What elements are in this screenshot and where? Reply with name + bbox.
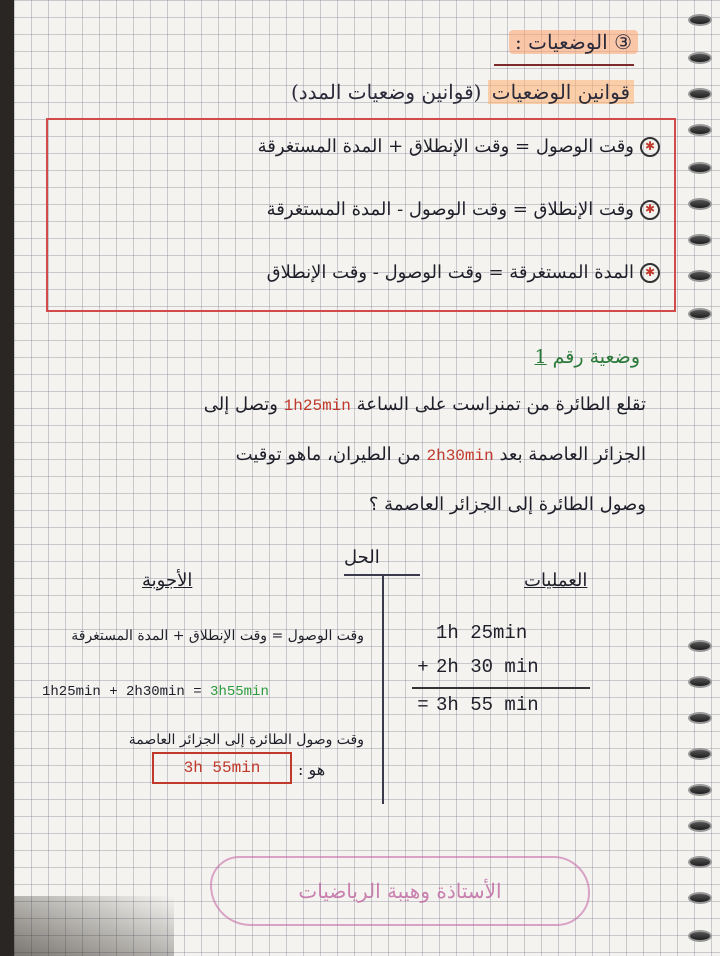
formula-3 [267,262,660,283]
problem-line-3 [369,494,646,515]
spiral-binding [674,0,720,956]
equals-sign: = [417,694,429,716]
spiral-ring [688,640,712,652]
spiral-ring [688,52,712,64]
operation-rule [412,687,590,689]
problem-text: من الطيران، ماهو توقيت [235,444,421,465]
departure-time: 1h25min [283,397,351,415]
star-bullet-icon: ✱ [640,200,660,220]
answer-calc-result: 3h55min [210,684,269,700]
problem-text: تقلع الطائرة من تمنراست على الساعة [356,394,646,415]
spiral-ring [688,712,712,724]
problem-line-2 [236,444,646,465]
spiral-ring [688,748,712,760]
answer-sentence: وقت وصول الطائرة إلى الجزائر العاصمة [128,732,364,748]
star-bullet-icon: ✱ [640,263,660,283]
plus-sign: + [417,656,429,678]
duration-time: 2h30min [426,447,494,465]
notebook-page [14,0,720,956]
problem-text: الجزائر العاصمة بعد [499,444,646,465]
spiral-ring [688,270,712,282]
answer-formula: وقت الوصول = وقت الإنطلاق + المدة المستغرقة [71,628,364,644]
formula-text: المدة المستغرقة = وقت الوصول - وقت الإنطلاق [266,262,634,283]
problem-question: وصول الطائرة إلى الجزائر العاصمة ؟ [368,494,646,515]
spiral-ring [688,784,712,796]
operation-result: 3h 55 min [436,694,539,716]
spiral-ring [688,14,712,26]
subtitle [291,80,634,104]
spiral-ring [688,198,712,210]
problem-line-1 [204,394,646,415]
star-bullet-icon: ✱ [640,137,660,157]
operation-row-1 [410,622,590,644]
spiral-ring [688,124,712,136]
final-label: هو : [298,760,326,779]
hand-shadow [14,896,174,956]
situation-title-word: وضعية رقم [552,346,640,368]
spiral-ring [688,234,712,246]
formula-text: وقت الإنطلاق = وقت الوصول - المدة المستغرقة [266,199,634,220]
operation-result-row [410,694,590,716]
answers-heading: الأجوبة [142,570,193,591]
spiral-ring [688,88,712,100]
spiral-ring [688,820,712,832]
title-underline [494,64,634,66]
situation-title [535,346,640,368]
spiral-ring [688,162,712,174]
final-answer-box: 3h 55min [152,752,292,784]
operand-1: 1h 25min [436,622,528,644]
answer-calc-expression: 1h25min + 2h30min = [42,684,202,700]
problem-text: وتصل إلى [203,394,278,415]
spiral-ring [688,676,712,688]
subtitle-main: قوانين الوضعيات [488,80,634,104]
section-number: ③ [614,30,632,54]
spiral-ring [688,856,712,868]
formula-2 [267,199,660,220]
answer-calculation [42,684,269,700]
spiral-ring [688,930,712,942]
section-title [509,30,638,54]
spiral-ring [688,308,712,320]
operation-row-2 [410,656,590,678]
solution-divider-vertical [382,574,384,804]
operations-heading: العمليات [524,570,588,591]
solution-label: الحل [344,547,380,568]
subtitle-paren: (قوانين وضعيات المدد) [290,80,482,104]
author-signature: الأستاذة وهيبة الرياضيات [210,856,590,926]
section-title-text: الوضعيات : [515,30,608,54]
operand-2: 2h 30 min [436,656,539,678]
spiral-ring [688,892,712,904]
formula-1 [258,136,660,157]
formula-text: وقت الوصول = وقت الإنطلاق + المدة المستغرقة [257,136,634,157]
situation-number: 1 [534,346,547,368]
